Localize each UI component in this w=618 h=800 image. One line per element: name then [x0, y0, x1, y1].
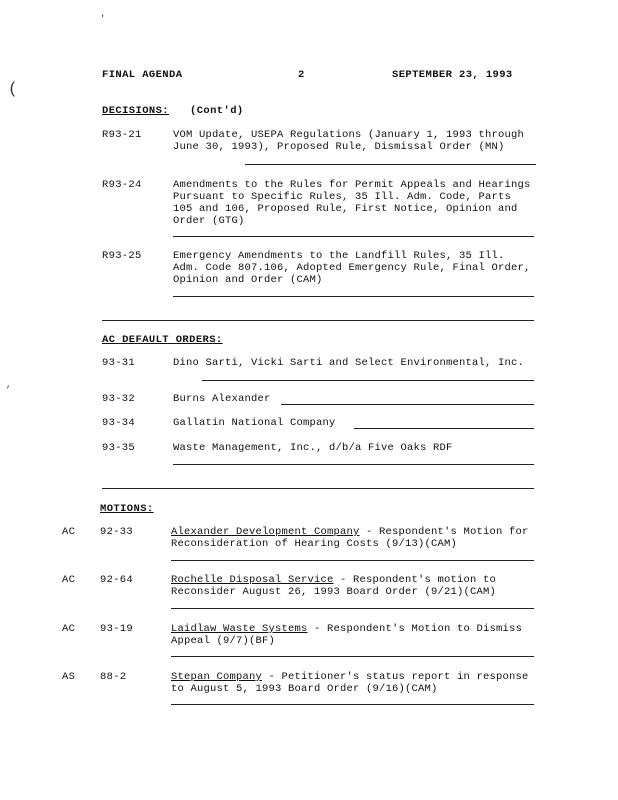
- motion-rule: [171, 704, 534, 705]
- section-divider: [102, 488, 534, 489]
- order-rule: [354, 428, 534, 429]
- motions-heading: MOTIONS:: [100, 503, 154, 515]
- motion-number: 92-64: [100, 574, 134, 586]
- scan-mark: (: [8, 80, 18, 98]
- decision-number: R93-25: [102, 250, 142, 262]
- order-number: 93-32: [102, 393, 136, 405]
- motion-rule: [171, 608, 534, 609]
- motion-type: AC: [62, 526, 76, 538]
- motion-party: Stepan Company: [171, 671, 263, 683]
- motion-rule: [171, 656, 534, 657]
- order-text: Waste Management, Inc., d/b/a Five Oaks RDF: [173, 442, 453, 454]
- decision-rule: [245, 164, 536, 165]
- motion-description: - Petitioner's status report in response to August 5, 1993 Board Order (9/16)(CAM): [171, 671, 529, 695]
- order-text: Gallatin National Company: [173, 417, 336, 429]
- motion-text: [171, 574, 535, 598]
- motion-text: [171, 671, 535, 695]
- decision-number: R93-24: [102, 179, 142, 191]
- scan-mark: ': [100, 14, 106, 24]
- order-text: Burns Alexander: [173, 393, 271, 405]
- decision-text: Emergency Amendments to the Landfill Rules, 35 Ill. Adm. Code 807.106, Adopted Emergency Rule, Final Order, Opinion and Order (CAM): [173, 250, 531, 286]
- motion-type: AS: [62, 671, 76, 683]
- motion-rule: [171, 560, 534, 561]
- motion-description: - Respondent's Motion for Reconsideration of Hearing Costs (9/13)(CAM): [171, 526, 529, 550]
- order-number: 93-31: [102, 357, 136, 369]
- page-number: 2: [298, 69, 305, 81]
- agenda-title: FINAL AGENDA: [102, 69, 183, 81]
- decision-rule: [173, 236, 534, 237]
- ac-default-orders-heading: AC DEFAULT ORDERS:: [102, 334, 223, 346]
- decisions-contd: (Cont'd): [190, 105, 244, 117]
- decision-number: R93-21: [102, 129, 142, 141]
- motion-number: 88-2: [100, 671, 127, 683]
- motion-number: 93-19: [100, 623, 134, 635]
- motion-type: AC: [62, 623, 76, 635]
- motion-text: [171, 623, 535, 647]
- motion-description: - Respondent's Motion to Dismiss Appeal (9/7)(BF): [171, 623, 523, 647]
- order-rule: [202, 380, 534, 381]
- decision-text: Amendments to the Rules for Permit Appeals and Hearings Pursuant to Specific Rules, 35 Ill. Adm. Code, Parts 105 and 106, Proposed Rule, First Notice, Opinion and Order (GTG): [173, 179, 531, 227]
- decision-text: VOM Update, USEPA Regulations (January 1, 1993 through June 30, 1993), Proposed Rule, Dismissal Order (MN): [173, 129, 525, 153]
- decisions-heading: DECISIONS:: [102, 105, 170, 117]
- motion-text: [171, 526, 535, 550]
- decision-rule: [173, 296, 534, 297]
- section-divider: [102, 320, 534, 321]
- order-text: Dino Sarti, Vicki Sarti and Select Environmental, Inc.: [173, 357, 525, 369]
- motion-party: Alexander Development Company: [171, 526, 360, 538]
- scan-mark: ,: [6, 380, 12, 390]
- motion-party: Rochelle Disposal Service: [171, 574, 334, 586]
- agenda-date: SEPTEMBER 23, 1993: [392, 69, 513, 81]
- order-rule: [281, 404, 534, 405]
- motion-description: - Respondent's motion to Reconsider August 26, 1993 Board Order (9/21)(CAM): [171, 574, 497, 598]
- motion-type: AC: [62, 574, 76, 586]
- motion-number: 92-33: [100, 526, 134, 538]
- order-number: 93-35: [102, 442, 136, 454]
- order-rule: [173, 464, 534, 465]
- motion-party: Laidlaw Waste Systems: [171, 623, 308, 635]
- order-number: 93-34: [102, 417, 136, 429]
